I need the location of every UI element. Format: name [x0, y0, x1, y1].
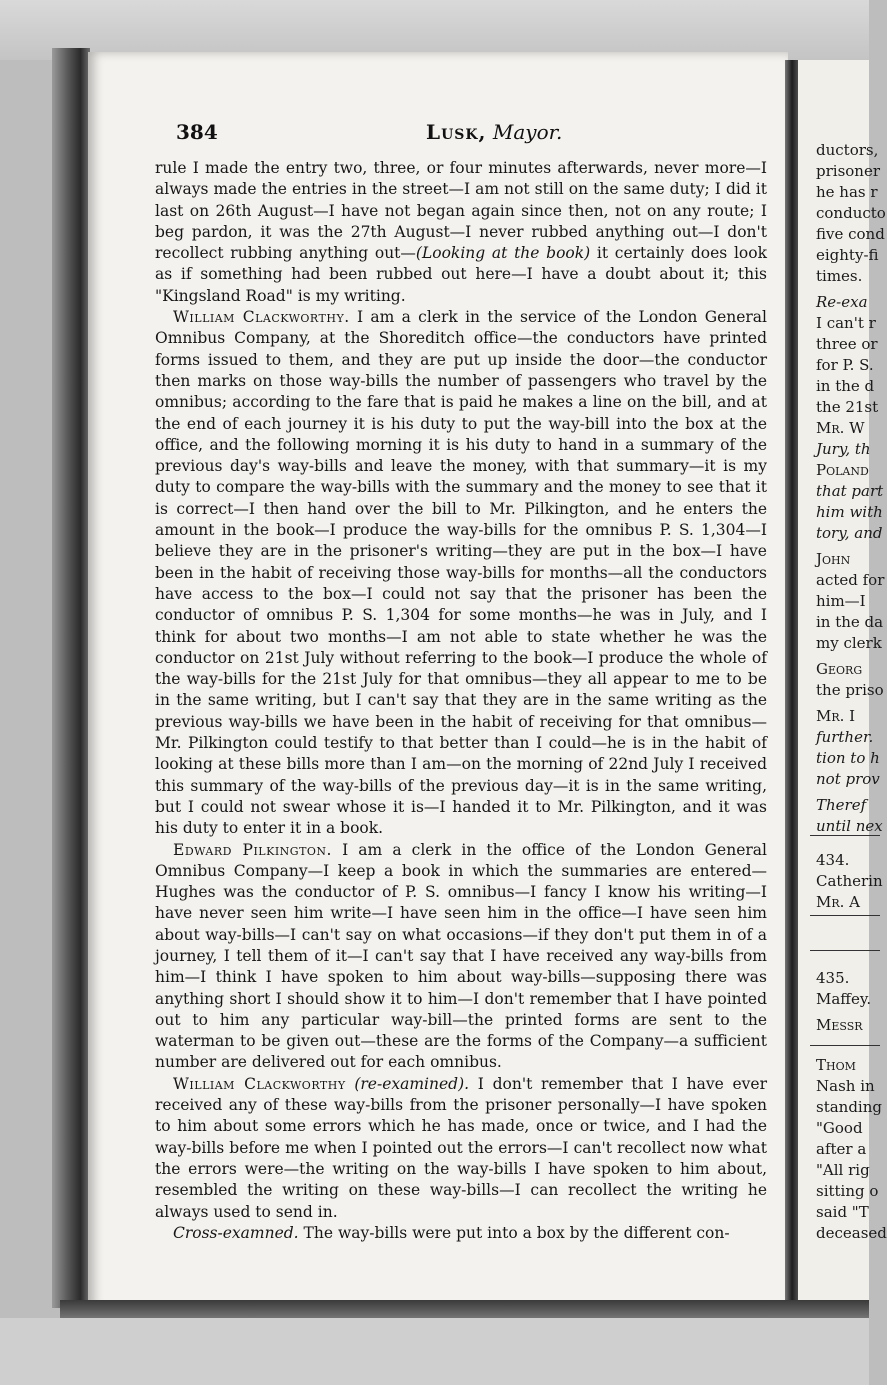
next-page-fragment: after a — [816, 1140, 867, 1158]
testimony-pilkington — [155, 840, 767, 1074]
next-page-fragment: my clerk — [816, 634, 882, 652]
paragraph-text: I am a clerk in the office of the London General Omnibus Company—I keep a book in which the summaries are entered—Hughes was the conductor of P. S. omnibus—I fancy I know his writing—I have never seen him write—I have seen him in the office—I have seen him about way-bills—I can't say on what occasions—if they don't put them in of a journey, I tell them of it—I can't say that I have received any way-bills from him—I think I have spoken to him about way-bills—supposing there was anything short I should show it to him—I don't remember that I have pointed out to him any particular way-bill—the printed forms are sent to the waterman to be given out—these are the forms of the Company—a sufficient number are delivered out for each omnibus. — [155, 840, 767, 1072]
running-head-title: Mayor. — [492, 120, 563, 144]
next-page-fragment: I can't r — [816, 314, 876, 332]
next-page-fragment: standing — [816, 1098, 882, 1116]
next-page-fragment: him—I — [816, 592, 866, 610]
page-header — [176, 120, 766, 148]
next-page-fragment: Maffey. — [816, 990, 872, 1008]
next-page-fragment: Thom — [816, 1056, 856, 1074]
page-body — [155, 158, 767, 1244]
next-page-fragment: he has r — [816, 183, 878, 201]
next-page-fragment: three or — [816, 335, 878, 353]
next-page-fragment: eighty-fi — [816, 246, 879, 264]
book-gutter — [785, 60, 799, 1310]
next-page-fragment: tory, and — [816, 524, 883, 542]
witness-name: Edward Pilkington. — [173, 840, 332, 859]
next-page-fragment: times. — [816, 267, 863, 285]
next-page-edge — [798, 60, 887, 1310]
next-page-fragment: Jury, th — [816, 440, 871, 458]
running-head — [426, 120, 562, 144]
next-page-fragment: further. — [816, 728, 874, 746]
next-page-fragment: John — [816, 550, 851, 568]
next-page-fragment: ductors, — [816, 141, 879, 159]
next-page-fragment: in the da — [816, 613, 884, 631]
scan-background-bottom — [0, 1318, 869, 1385]
next-page-fragment: Poland — [816, 461, 869, 479]
next-page-fragment: Theref — [816, 796, 867, 814]
next-page-rule — [810, 835, 880, 836]
scan-background-top — [0, 0, 869, 60]
paragraph-text: rule I made the entry two, three, or four minutes afterwards, never more—I always made the entries in the street—I am not still on the same duty; I did it last on 26th August—I have not began again since then, not on any route; I beg pardon, it was the 27th August—I never rubbed anything out—I don't recollect rubbing anything out— — [155, 159, 767, 263]
page-number: 384 — [176, 120, 218, 144]
testimony-clackworthy-reexamined — [155, 1074, 767, 1223]
next-page-fragment: Messr — [816, 1016, 863, 1034]
next-page-fragment: in the d — [816, 377, 875, 395]
next-page-fragment: acted for — [816, 571, 885, 589]
next-page-fragment: for P. S. — [816, 356, 874, 374]
next-page-fragment: tion to h — [816, 749, 880, 767]
paragraph-text: it certainly does look as if something had been rubbed out here—I have a doubt about it; this "Kingsland Road" is my writing. — [155, 244, 767, 305]
stage-direction: (re-examined). — [354, 1074, 470, 1093]
next-page-fragment: Catherin — [816, 872, 883, 890]
next-page-fragment: him with — [816, 503, 883, 521]
next-page-fragment: Mr. W — [816, 419, 865, 437]
book-binding-left — [52, 48, 90, 1308]
cross-examination — [155, 1223, 767, 1244]
paragraph-text: I am a clerk in the service of the London General Omnibus Company, at the Shoreditch office—the conductors have printed forms issued to them, and they are put up inside the door—the conductor then marks on those way-bills the number of passengers who travel by the omnibus; according to the fare that is paid he makes a line on the bill, and at the end of each journey it is his duty to put the way-bill into the box at the office, and the following morning it is his duty to hand in a summary of the previous day's way-bills and leave the money, with that summary—it is my duty to compare the way-bills with the summary and the money to see that it is correct—I then hand over the bill to Mr. Pilkington, and he enters the amount in the book—I produce the way-bills for the omnibus P. S. 1,304—I believe they are in the prisoner's writing—they are put in the box—I have been in the habit of receiving those way-bills for months—all the conductors have access to the box—I could not say that the prisoner has been the conductor of omnibus P. S. 1,304 for some months—he was in July, and I think for about two months—I am not able to state whether he was the conductor on 21st July without referring to the book—I produce the whole of the way-bills for the 21st July for that omnibus—they all appear to me to be in the same writing, but I can't say that they are in the same writing as the previous way-bills we have been in the habit of receiving for that omnibus—Mr. Pilkington could testify to that better than I could—he is in the habit of looking at these bills more than I am—on the morning of 22nd July I received this summary of the way-bills of the previous day—it is in the same writing, but I could not swear whose it is—I handed it to Mr. Pilkington, and it was his duty to enter it in a book. — [155, 308, 768, 838]
next-page-rule — [810, 915, 880, 916]
next-page-fragment: that part — [816, 482, 884, 500]
next-page-fragment: Mr. I — [816, 707, 856, 725]
cross-examined-label: Cross-examned. — [173, 1223, 299, 1242]
next-page-rule — [810, 1045, 880, 1046]
next-page-fragment: Nash in — [816, 1077, 875, 1095]
next-page-fragment: Re-exa — [816, 293, 868, 311]
paragraph-text: I don't remember that I have ever received any of these way-bills from the prisoner personally—I have spoken to him about some errors which he has made, once or twice, and I had the way-bills before me when I pointed out the errors—I can't recollect now what the errors were—the writing on the way-bills I have spoken to him about, resembled the writing on these way-bills—I can recollect the writing he always used to send in. — [155, 1074, 767, 1221]
next-page-fragment: deceased — [816, 1224, 887, 1242]
next-page-fragment: sitting o — [816, 1182, 879, 1200]
paragraph-continuation — [155, 158, 767, 307]
next-page-fragment: "Good — [816, 1119, 863, 1137]
stage-direction: (Looking at the book) — [415, 244, 591, 263]
next-page-rule — [810, 950, 880, 951]
witness-name: William Clackworthy — [173, 1074, 346, 1093]
next-page-fragment: 434. — [816, 851, 850, 869]
next-page-fragment: Georg — [816, 660, 863, 678]
next-page-fragment: the priso — [816, 681, 884, 699]
next-page-fragment: prisoner — [816, 162, 881, 180]
next-page-fragment: Mr. A — [816, 893, 861, 911]
testimony-clackworthy — [155, 307, 767, 839]
witness-name: William Clackworthy. — [173, 308, 350, 327]
next-page-fragment: not prov — [816, 770, 880, 788]
next-page-fragment: 435. — [816, 969, 850, 987]
paragraph-text: The way-bills were put into a box by the different con- — [298, 1223, 730, 1242]
next-page-fragment: the 21st — [816, 398, 879, 416]
next-page-fragment: conducto — [816, 204, 886, 222]
next-page-fragment: five cond — [816, 225, 885, 243]
next-page-fragment: "All rig — [816, 1161, 870, 1179]
next-page-fragment: until nex — [816, 817, 883, 835]
next-page-fragment: said "T — [816, 1203, 869, 1221]
running-head-name: Lusk, — [426, 120, 487, 144]
